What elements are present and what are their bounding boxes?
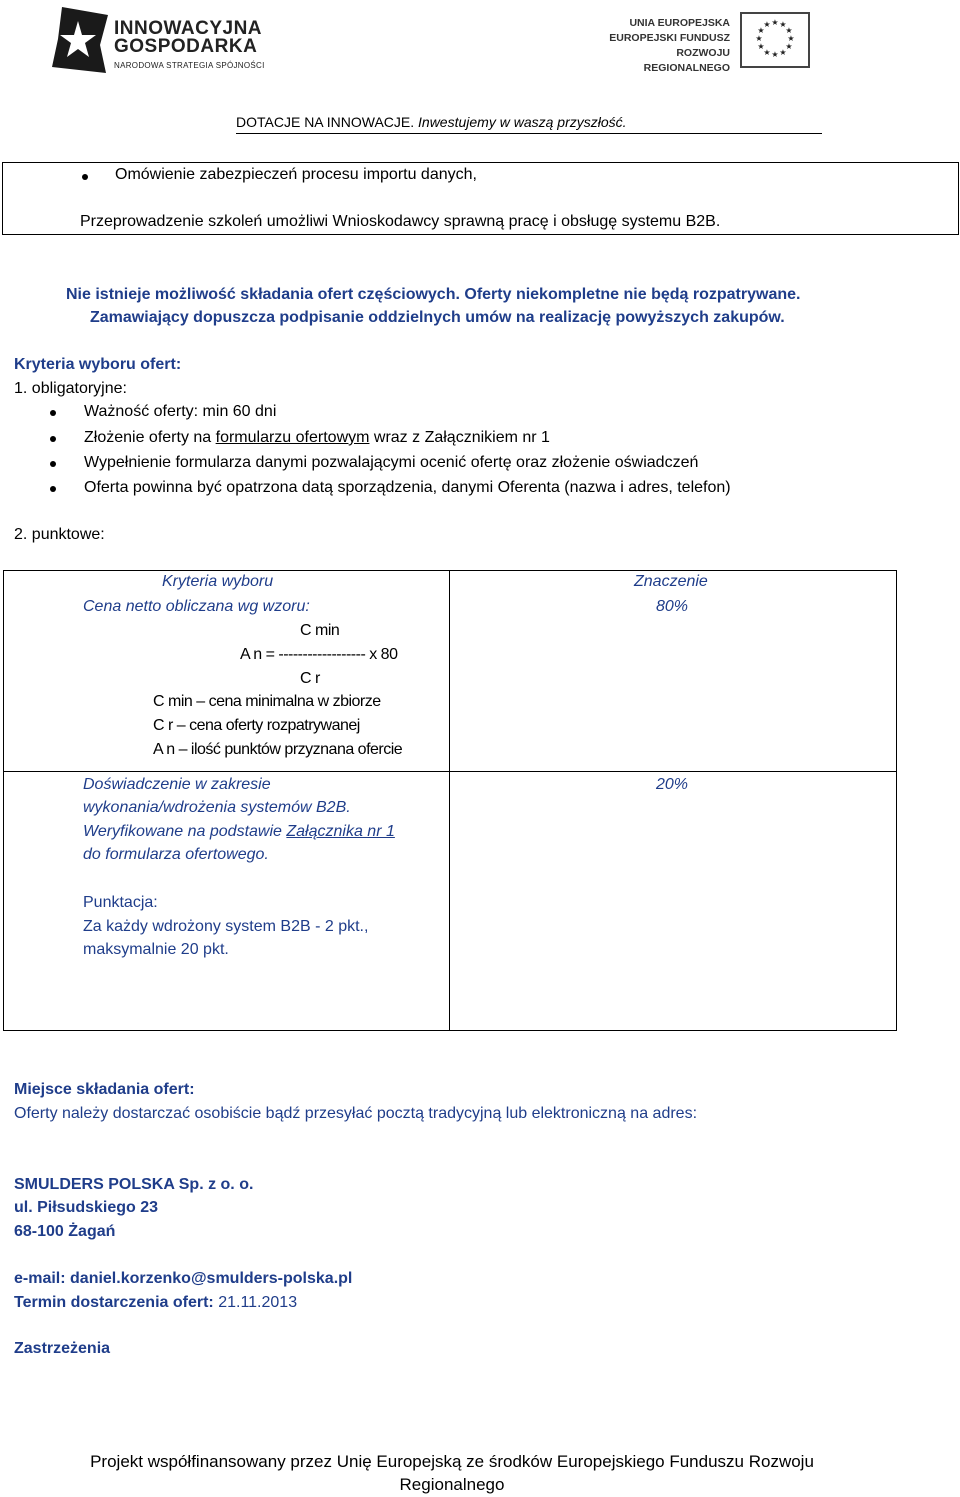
criteria-item: Wypełnienie formularza danymi pozwalającymi ocenić ofertę oraz złożenie oświadczeń — [84, 454, 699, 471]
criteria-heading: Kryteria wyboru ofert: — [14, 356, 182, 373]
table-header-weight: Znaczenie — [634, 573, 708, 590]
criteria-item: Oferta powinna być opatrzona datą sporządzenia, danymi Oferenta (nazwa i adres, telefon) — [84, 479, 731, 496]
criteria-item: Złożenie oferty na formularzu ofertowym wraz z Załącznikiem nr 1 — [84, 429, 550, 446]
svg-text:★: ★ — [771, 50, 779, 59]
svg-text:★: ★ — [771, 18, 779, 27]
criteria-item: Ważność oferty: min 60 dni — [84, 403, 277, 420]
header-divider — [236, 133, 822, 134]
formula-denominator: C r — [300, 670, 320, 687]
reservations-heading: Zastrzeżenia — [14, 1340, 111, 1357]
notice-line-2: Zamawiający dopuszcza podpisanie oddzielnych umów na realizację powyższych zakupów. — [90, 309, 785, 326]
svg-text:★: ★ — [757, 42, 765, 51]
bullet-icon — [82, 174, 88, 180]
price-formula-title: Cena netto obliczana wg wzoru: — [83, 598, 310, 615]
logo-star-icon — [48, 5, 110, 75]
company-street: ul. Piłsudskiego 23 — [14, 1199, 159, 1216]
table-column-divider — [449, 570, 450, 1031]
svg-text:★: ★ — [785, 42, 793, 51]
form-link[interactable]: formularzu ofertowym — [215, 429, 370, 446]
svg-text:★: ★ — [787, 34, 795, 43]
svg-text:★: ★ — [779, 48, 787, 57]
scoring-text: maksymalnie 20 pkt. — [83, 941, 229, 958]
svg-text:★: ★ — [755, 34, 763, 43]
svg-text:★: ★ — [757, 26, 765, 35]
bullet-icon — [50, 461, 56, 467]
attachment-link[interactable]: Załącznika nr 1 — [286, 823, 395, 840]
formula: A n = ------------------ x 80 — [240, 646, 398, 663]
logo-tagline: NARODOWA STRATEGIA SPÓJNOŚCI — [114, 61, 265, 70]
innowacyjna-gospodarka-logo — [48, 5, 278, 75]
experience-text: wykonania/wdrożenia systemów B2B. — [83, 799, 351, 816]
formula-numerator: C min — [300, 622, 340, 639]
deadline: Termin dostarczenia ofert: 21.11.2013 — [14, 1294, 298, 1311]
submission-heading: Miejsce składania ofert: — [14, 1081, 195, 1098]
svg-text:★: ★ — [763, 20, 771, 29]
table-row-divider — [3, 771, 897, 772]
logo-wordmark: INNOWACYJNA GOSPODARKA — [114, 18, 263, 57]
svg-text:★: ★ — [763, 48, 771, 57]
formula-definition: C r – cena oferty rozpatrywanej — [153, 717, 360, 734]
top-box-bullet-text: Omówienie zabezpieczeń procesu importu danych, — [115, 166, 477, 183]
footer: Projekt współfinansowany przez Unię Europejską ze środków Europejskiego Funduszu Rozwoju Regionalnego — [90, 1452, 814, 1494]
eu-logo — [588, 12, 810, 72]
bullet-icon — [50, 486, 56, 492]
notice-line-1: Nie istnieje możliwość składania ofert częściowych. Oferty niekompletne nie będą rozpatrywane. — [66, 286, 801, 303]
company-name: SMULDERS POLSKA Sp. z o. o. — [14, 1176, 254, 1193]
price-weight: 80% — [656, 598, 689, 615]
contact-email[interactable]: e-mail: daniel.korzenko@smulders-polska.pl — [14, 1270, 353, 1287]
company-city: 68-100 Żagań — [14, 1223, 116, 1240]
mandatory-label: 1. obligatoryjne: — [14, 380, 127, 397]
formula-definition: A n – ilość punktów przyznana ofercie — [153, 741, 403, 758]
svg-text:★: ★ — [785, 26, 793, 35]
bullet-icon — [50, 436, 56, 442]
points-label: 2. punktowe: — [14, 526, 105, 543]
experience-weight: 20% — [656, 776, 689, 793]
svg-text:★: ★ — [779, 20, 787, 29]
scoring-text: Za każdy wdrożony system B2B - 2 pkt., — [83, 918, 369, 935]
experience-text: Weryfikowane na podstawie Załącznika nr 1 — [83, 823, 395, 840]
table-header-criteria: Kryteria wyboru — [162, 573, 274, 590]
formula-definition: C min – cena minimalna w zbiorze — [153, 693, 381, 710]
bullet-icon — [50, 410, 56, 416]
header-caption: DOTACJE NA INNOWACJE. Inwestujemy w waszą przyszłość. — [236, 114, 627, 130]
eu-logo-text: UNIA EUROPEJSKA EUROPEJSKI FUNDUSZ ROZWOJU REGIONALNEGO — [609, 17, 730, 74]
experience-text: do formularza ofertowego. — [83, 846, 269, 863]
eu-flag-icon — [740, 12, 810, 68]
scoring-label: Punktacja: — [83, 894, 158, 911]
submission-text: Oferty należy dostarczać osobiście bądź przesyłać pocztą tradycyjną lub elektroniczną na adres: — [14, 1105, 698, 1122]
top-box-text: Przeprowadzenie szkoleń umożliwi Wnioskodawcy sprawną pracę i obsługę systemu B2B. — [80, 213, 721, 230]
experience-text: Doświadczenie w zakresie — [83, 776, 271, 793]
